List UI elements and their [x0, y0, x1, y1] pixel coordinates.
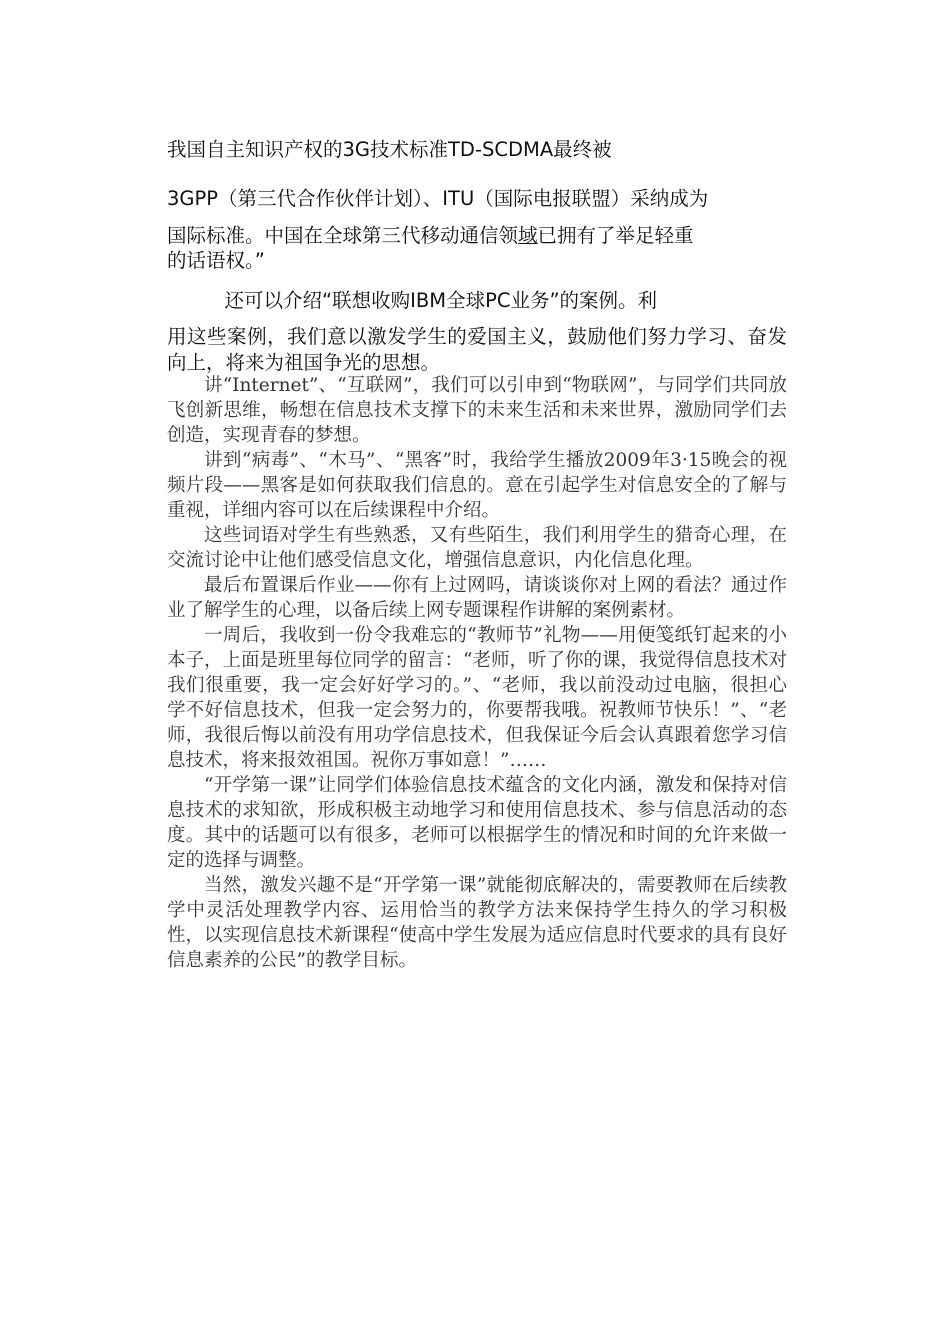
intro-line-1: 我国自主知识产权的3G技术标准TD-SCDMA最终被 [167, 138, 612, 161]
intro-line-2: 3GPP（第三代合作伙伴计划）、ITU（国际电报联盟）采纳成为 [167, 187, 709, 210]
paragraph-internet: 讲“Internet”、“互联网”，我们可以引申到“物联网”，与同学们共同放飞创新思维，畅想在信息技术支撑下的未来生活和未来世界，激励同学们去创造，实现青春的梦想。 [167, 375, 787, 446]
lenovo-case-rest: 用这些案例，我们意以激发学生的爱国主义，鼓励他们努力学习、奋发向上，将来为祖国争光的思想。 [167, 325, 787, 374]
intro-line-4: 的话语权。” [167, 249, 265, 272]
lenovo-case-line: 还可以介绍“联想收购IBM全球PC业务”的案例。利 [224, 289, 658, 312]
intro-line-3-underlined: 域 [518, 224, 538, 247]
intro-line-3-start: 国际标准。中国在全球第三代移动通信领 [167, 224, 519, 247]
intro-line-3-end: 已拥有了举足轻重 [537, 224, 694, 247]
body-paragraphs [167, 373, 787, 973]
paragraph-terms: 这些词语对学生有些熟悉，又有些陌生，我们利用学生的猎奇心理，在交流讨论中让他们感受信息文化，增强信息意识，内化信息化理。 [167, 525, 787, 571]
intro-line-3 [167, 223, 787, 249]
paragraph-virus: 讲到“病毒”、“木马”、“黑客”时，我给学生播放2009年3·15晚会的视频片段——黑客是如何获取我们信息的。意在引起学生对信息安全的了解与重视，详细内容可以在后续课程中介绍。 [167, 450, 787, 521]
paragraph-first-lesson: “开学第一课”让同学们体验信息技术蕴含的文化内涵，激发和保持对信息技术的求知欲，形成积极主动地学习和使用信息技术、参与信息活动的态度。其中的话题可以有很多，老师可以根据学生的情况和时间的允许来做一定的选择与调整。 [167, 775, 787, 871]
paragraph-conclusion: 当然，激发兴趣不是“开学第一课”就能彻底解决的，需要教师在后续教学中灵活处理教学内容、运用恰当的教学方法来保持学生持久的学习积极性，以实现信息技术新课程“使高中学生发展为适应信息时代要求的具有良好信息素养的公民”的教学目标。 [167, 875, 787, 971]
paragraph-homework: 最后布置课后作业——你有上过网吗，请谈谈你对上网的看法？通过作业了解学生的心理，以备后续上网专题课程作讲解的案例素材。 [167, 575, 787, 621]
paragraph-gift: 一周后，我收到一份令我难忘的“教师节”礼物——用便笺纸钉起来的小本子，上面是班里每位同学的留言：“老师，听了你的课，我觉得信息技术对我们很重要，我一定会好好学习的。”、“老师，我以前没动过电脑，很担心学不好信息技术，但我一定会努力的，你要帮我哦。祝教师节快乐！”、“老师，我很后悔以前没有用功学信息技术，但我保证今后会认真跟着您学习信息技术，将来报效祖国。祝你万事如意！”…… [167, 625, 787, 771]
